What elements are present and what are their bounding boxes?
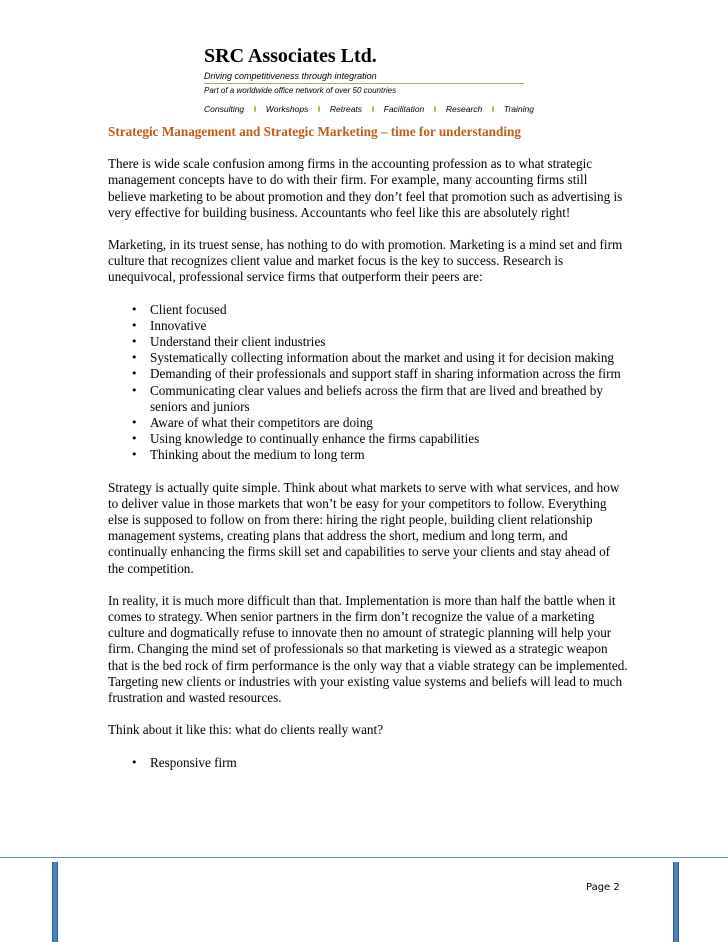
services-list	[204, 104, 534, 114]
service-item: Consulting	[204, 104, 245, 114]
document-body	[108, 124, 628, 787]
list-item: • Aware of what their competitors are doing	[108, 415, 628, 431]
list-item: • Using knowledge to continually enhance the firms capabilities	[108, 431, 628, 447]
list-item: • Thinking about the medium to long term	[108, 447, 628, 463]
service-item: Research	[445, 104, 483, 114]
paragraph-4: In reality, it is much more difficult than that. Implementation is more than half the battle when it comes to strategy. When senior partners in the firm don’t recognize the value of a marketing culture and dogmatically refuse to innovate then no amount of strategic planning will help your firm. Changing the mind set of professionals so that marketing is viewed as a strategic weapon that is the bed rock of firm performance is the only way that a viable strategy can be implemented. Targeting new clients or industries with your existing value systems and beliefs will lead to much frustration and wasted resources.	[108, 592, 628, 706]
list-item: • Systematically collecting information about the market and using it for decision making	[108, 350, 628, 366]
page-number: Page 2	[586, 882, 620, 893]
footer-rule	[0, 857, 728, 858]
bullet-dot-icon	[318, 106, 320, 112]
company-name: SRC Associates Ltd.	[204, 45, 377, 67]
outperformer-traits-list	[108, 302, 628, 464]
paragraph-1: There is wide scale confusion among firms in the accounting profession as to what strategic management concepts have to do with their firm. For example, many accounting firms still believe marketing to be about promotion and they don’t feel that promotion such as advertising is very effective for building business. Accountants who feel like this are absolutely right!	[108, 156, 623, 220]
footer-bar-left	[52, 862, 58, 942]
paragraph-5: Think about it like this: what do clients really want?	[108, 722, 384, 738]
list-item: • Demanding of their professionals and support staff in sharing information across the firm	[108, 366, 628, 382]
document-title: Strategic Management and Strategic Marketing – time for understanding	[108, 124, 521, 139]
list-item: • Communicating clear values and beliefs across the firm that are lived and breathed by seniors and juniors	[108, 383, 628, 415]
list-item: • Understand their client industries	[108, 334, 628, 350]
service-item: Workshops	[265, 104, 309, 114]
footer-bar-right	[673, 862, 679, 942]
bullet-dot-icon	[492, 106, 494, 112]
paragraph-3: Strategy is actually quite simple. Think about what markets to serve with what services, and how to deliver value in those markets that won’t be easy for your competitors to follow. Everything else is supposed to follow on from there: hiring the right people, building client relationship management systems, creating plans that address the short, medium and long term, and continually enhancing the firms skill set and capabilities to serve your clients and stay ahead of the competition.	[108, 479, 620, 576]
list-item: • Client focused	[108, 302, 628, 318]
paragraph-2: Marketing, in its truest sense, has nothing to do with promotion. Marketing is a mind set and firm culture that recognizes client value and market focus is the key to success. Research is unequivocal, professional service firms that outperform their peers are:	[108, 237, 623, 285]
letterhead-rule	[204, 83, 524, 84]
client-wants-list	[108, 755, 628, 771]
service-item: Training	[503, 104, 534, 114]
list-item: • Innovative	[108, 318, 628, 334]
service-item: Retreats	[329, 104, 363, 114]
bullet-dot-icon	[254, 106, 256, 112]
company-subline: Part of a worldwide office network of over 50 countries	[204, 86, 397, 95]
list-item: • Responsive firm	[108, 755, 628, 771]
service-item: Facilitation	[383, 104, 425, 114]
company-tagline: Driving competitiveness through integration	[204, 71, 377, 81]
letterhead	[204, 44, 534, 114]
bullet-dot-icon	[372, 106, 374, 112]
bullet-dot-icon	[434, 106, 436, 112]
